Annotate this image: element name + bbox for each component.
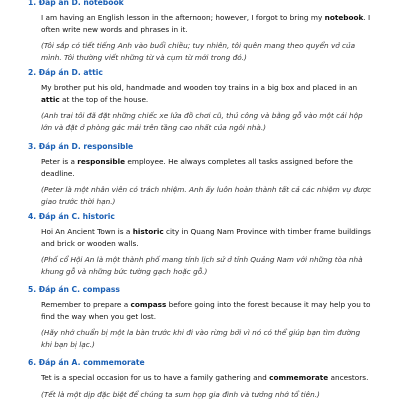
keyword: historic — [132, 227, 164, 237]
sentence-text: employee. He always completes all tasks assigned before the deadline. — [41, 157, 353, 178]
answer-item-4 — [28, 211, 372, 277]
answer-item-1 — [28, 0, 372, 63]
sentence-text: . I often write new words and phrases in it. — [41, 13, 371, 34]
example-sentence — [28, 82, 372, 105]
answer-heading — [28, 211, 372, 222]
answer-item-3 — [28, 141, 372, 207]
answer-heading — [28, 141, 372, 152]
answer-heading — [28, 284, 372, 295]
vietnamese-translation: (Anh trai tôi đã đặt những chiếc xe lửa đồ chơi cũ, thủ công và bằng gỗ vào một cái hộp lớn và đặt ở phòng gác mái trên tầng cao nhất của ngôi nhà.) — [41, 111, 363, 132]
example-sentence — [28, 156, 372, 179]
sentence-text: Hoi An Ancient Town is a — [41, 227, 133, 237]
answer-heading — [28, 0, 372, 8]
answer-label: 2. Đáp án D. — [28, 68, 81, 77]
answer-item-2 — [28, 67, 372, 133]
answer-item-5 — [28, 284, 372, 350]
keyword: responsible — [77, 157, 126, 167]
answer-label: 3. Đáp án D. — [28, 142, 81, 151]
keyword: compass — [130, 300, 167, 310]
sentence-text: Tet is a special occasion for us to have a family gathering and — [41, 373, 270, 383]
example-sentence — [28, 12, 372, 35]
answer-word: commemorate — [83, 358, 145, 367]
sentence-text: before going into the forest because it may help you to find the way when you get lost. — [41, 300, 371, 321]
vietnamese-translation: (Hãy nhớ chuẩn bị một la bàn trước khi đi vào rừng bởi vì nó có thể giúp bạn tìm đường khi bạn bị lạc.) — [41, 328, 361, 349]
answer-label: 4. Đáp án C. — [28, 212, 81, 221]
answer-label: 1. Đáp án D. — [28, 0, 81, 7]
answer-word: historic — [82, 212, 115, 221]
answer-word: notebook — [83, 0, 124, 7]
answer-label: 5. Đáp án C. — [28, 285, 81, 294]
vietnamese-translation: (Tết là một dịp đặc biệt để chúng ta sum họp gia đình và tưởng nhớ tổ tiên.) — [41, 389, 320, 399]
sentence-text: ancestors. — [328, 373, 369, 383]
answer-word: responsible — [83, 142, 134, 151]
answer-heading — [28, 357, 372, 368]
answer-label: 6. Đáp án A. — [28, 358, 81, 367]
answer-heading — [28, 67, 372, 78]
sentence-text: I am having an English lesson in the afternoon; however, I forgot to bring my — [41, 13, 325, 23]
answer-word: compass — [82, 285, 120, 294]
vietnamese-translation: (Tôi sắp có tiết tiếng Anh vào buổi chiều; tuy nhiên, tôi quên mang theo quyển vở của mình. Tôi thường viết những từ và cụm từ mới trong đó.) — [41, 41, 356, 62]
sentence-text: at the top of the house. — [59, 94, 149, 104]
sentence-text: Remember to prepare a — [41, 300, 131, 310]
keyword: notebook — [324, 13, 364, 23]
keyword: attic — [41, 94, 60, 104]
example-sentence — [28, 372, 372, 383]
answer-word: attic — [83, 68, 103, 77]
example-sentence — [28, 226, 372, 249]
sentence-text: city in Quang Nam Province with timber frame buildings and brick or wooden walls. — [41, 227, 371, 248]
vietnamese-translation: (Phố cổ Hội An là một thành phố mang tính lịch sử ở tỉnh Quảng Nam với những tòa nhà khung gỗ và những bức tường gạch hoặc gỗ.) — [41, 255, 363, 276]
sentence-text: Peter is a — [41, 157, 78, 167]
example-sentence — [28, 299, 372, 322]
vietnamese-translation: (Peter là một nhân viên có trách nhiệm. Anh ấy luôn hoàn thành tất cả các nhiệm vụ được giao trước thời hạn.) — [41, 185, 372, 206]
answer-item-6 — [28, 357, 372, 400]
keyword: commemorate — [269, 373, 329, 383]
sentence-text: My brother put his old, handmade and wooden toy trains in a big box and placed in an — [41, 83, 358, 93]
